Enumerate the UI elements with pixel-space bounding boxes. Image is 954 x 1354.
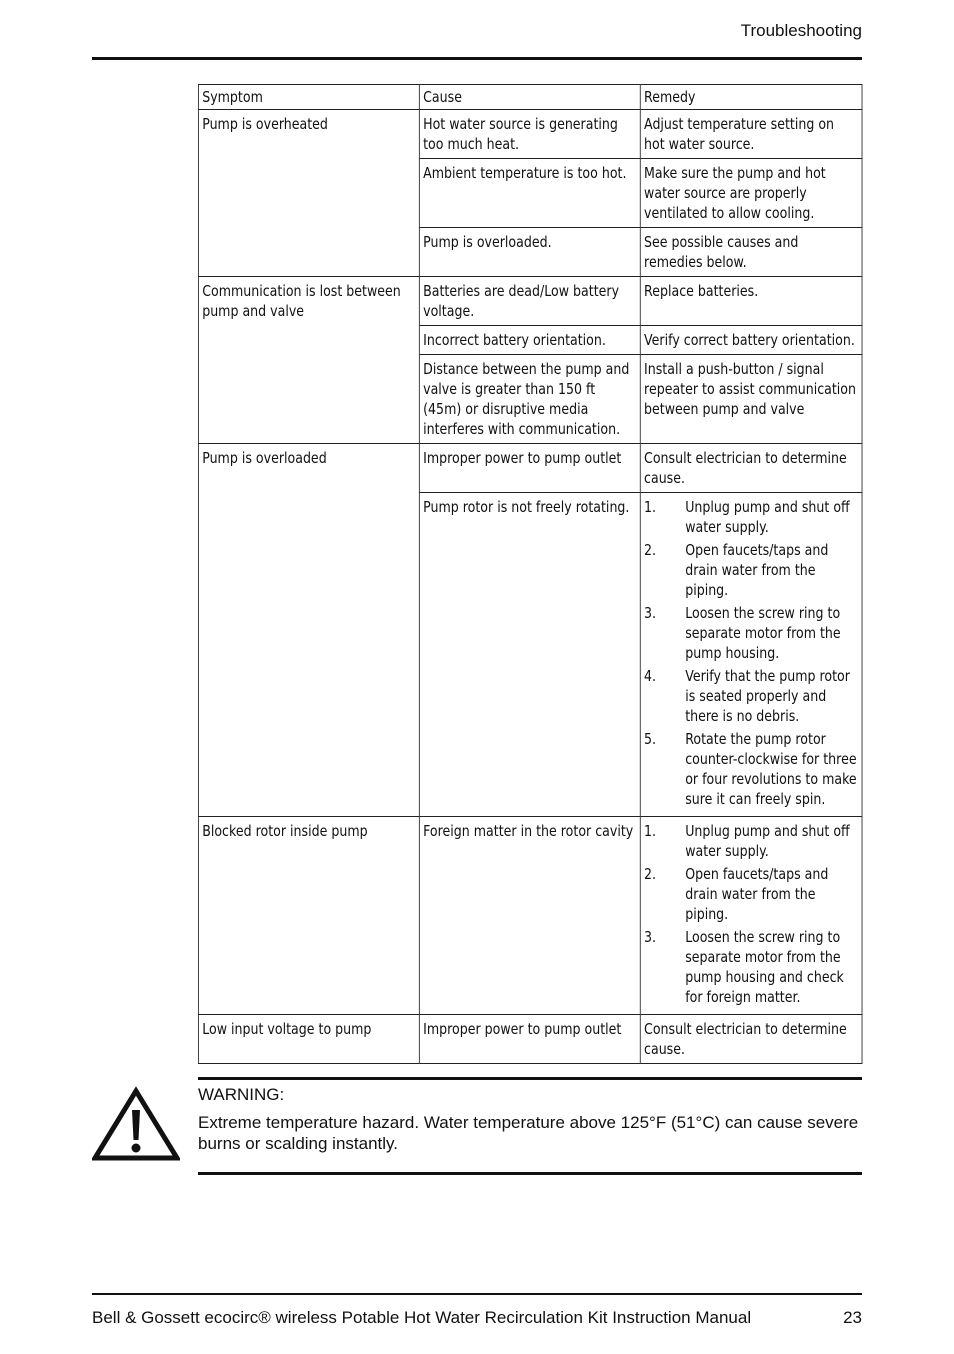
cause-cell: Ambient temperature is too hot. [419, 159, 640, 228]
remedy-step [644, 729, 858, 809]
step-text: Rotate the pump rotor counter-clockwise for three or four revolutions to make sure it can freely spin. [685, 730, 857, 808]
warning-triangle-icon [92, 1086, 180, 1162]
column-header-remedy: Remedy [640, 85, 862, 110]
remedy-cell: Replace batteries. [640, 277, 862, 326]
step-text: Unplug pump and shut off water supply. [685, 498, 850, 536]
footer-document-title: Bell & Gossett ecocirc® wireless Potable Hot Water Recirculation Kit Instruction Manual [92, 1308, 752, 1327]
cause-cell: Foreign matter in the rotor cavity [419, 817, 640, 1015]
cause-cell: Distance between the pump and valve is greater than 150 ft (45m) or disruptive media interferes with communication. [419, 355, 640, 444]
remedy-step [644, 497, 858, 537]
symptom-cell: Pump is overloaded [198, 444, 419, 817]
symptom-cell: Pump is overheated [198, 110, 419, 277]
remedy-cell: See possible causes and remedies below. [640, 228, 862, 277]
remedy-step [644, 864, 858, 924]
footer-divider [92, 1293, 862, 1295]
remedy-cell: Consult electrician to determine cause. [640, 444, 862, 493]
warning-text: Extreme temperature hazard. Water temperature above 125°F (51°C) can cause severe burns or scalding instantly. [198, 1113, 859, 1153]
remedy-cell: Adjust temperature setting on hot water source. [640, 110, 862, 159]
page-number: 23 [843, 1308, 862, 1327]
page-header-title: Troubleshooting [740, 21, 862, 40]
column-header-cause: Cause [419, 85, 640, 110]
step-text: Verify that the pump rotor is seated properly and there is no debris. [685, 667, 850, 725]
table-row [198, 1015, 862, 1064]
cause-cell: Pump rotor is not freely rotating. [419, 493, 640, 817]
step-text: Loosen the screw ring to separate motor from the pump housing. [685, 604, 841, 662]
table-row [198, 110, 862, 159]
table-row [198, 277, 862, 326]
step-number: 1. [644, 498, 657, 516]
step-number: 5. [644, 730, 657, 748]
step-number: 4. [644, 667, 657, 685]
cause-cell: Improper power to pump outlet [419, 1015, 640, 1064]
remedy-step [644, 540, 858, 600]
step-text: Unplug pump and shut off water supply. [685, 822, 850, 860]
symptom-cell: Blocked rotor inside pump [198, 817, 419, 1015]
table-body [198, 110, 862, 1064]
table-row [198, 817, 862, 1015]
remedy-cell [640, 493, 862, 817]
remedy-cell: Verify correct battery orientation. [640, 326, 862, 355]
step-text: Open faucets/taps and drain water from the piping. [685, 541, 829, 599]
cause-cell: Incorrect battery orientation. [419, 326, 640, 355]
cause-cell: Improper power to pump outlet [419, 444, 640, 493]
cause-cell: Pump is overloaded. [419, 228, 640, 277]
table-row [198, 444, 862, 493]
remedy-steps-list [644, 497, 858, 809]
step-number: 3. [644, 928, 657, 946]
remedy-step [644, 666, 858, 726]
column-header-symptom: Symptom [198, 85, 419, 110]
warning-bottom-rule [198, 1172, 862, 1175]
warning-label: WARNING: [198, 1085, 285, 1104]
step-text: Open faucets/taps and drain water from the piping. [685, 865, 829, 923]
remedy-cell: Consult electrician to determine cause. [640, 1015, 862, 1064]
cause-cell: Hot water source is generating too much heat. [419, 110, 640, 159]
step-text: Loosen the screw ring to separate motor from the pump housing and check for foreign matter. [685, 928, 844, 1006]
remedy-step [644, 821, 858, 861]
header-divider [92, 57, 862, 60]
remedy-step [644, 927, 858, 1007]
step-number: 2. [644, 541, 657, 559]
symptom-cell: Low input voltage to pump [198, 1015, 419, 1064]
step-number: 2. [644, 865, 657, 883]
remedy-cell: Install a push-button / signal repeater to assist communication between pump and valve [640, 355, 862, 444]
remedy-cell [640, 817, 862, 1015]
remedy-steps-list [644, 821, 858, 1007]
remedy-step [644, 603, 858, 663]
symptom-cell: Communication is lost between pump and valve [198, 277, 419, 444]
cause-cell: Batteries are dead/Low battery voltage. [419, 277, 640, 326]
table-header-row [198, 85, 862, 110]
warning-top-rule [198, 1077, 862, 1080]
step-number: 3. [644, 604, 657, 622]
remedy-cell: Make sure the pump and hot water source are properly ventilated to allow cooling. [640, 159, 862, 228]
troubleshooting-table [198, 84, 862, 1064]
step-number: 1. [644, 822, 657, 840]
